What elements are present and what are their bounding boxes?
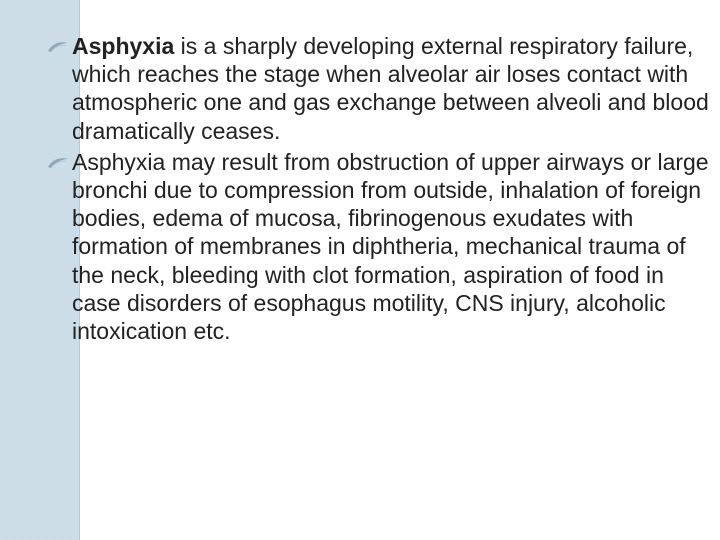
bullet-text: Asphyxia may result from obstruction of upper airways or large bronchi due to compression from outside, inhalation of foreign bodies, edema of mucosa, fibrinogenous exudates with formation of membranes in diphtheria, mechanical trauma of the neck, bleeding with clot formation, aspiration of food in case disorders of esophagus motility, CNS injury, alcoholic intoxication etc. <box>72 148 709 345</box>
bullet-item-2 <box>46 148 711 345</box>
slide-content <box>46 32 711 345</box>
bullet-item-1 <box>46 32 711 145</box>
bullet-lead-term: Asphyxia <box>72 33 175 59</box>
bullet-swoosh-icon <box>46 38 70 54</box>
bullet-text: is a sharply developing external respiratory failure, which reaches the stage when alveolar air loses contact with atmospheric one and gas exchange between alveoli and blood dramatically ceases. <box>72 33 709 144</box>
bullet-swoosh-icon <box>46 154 70 170</box>
